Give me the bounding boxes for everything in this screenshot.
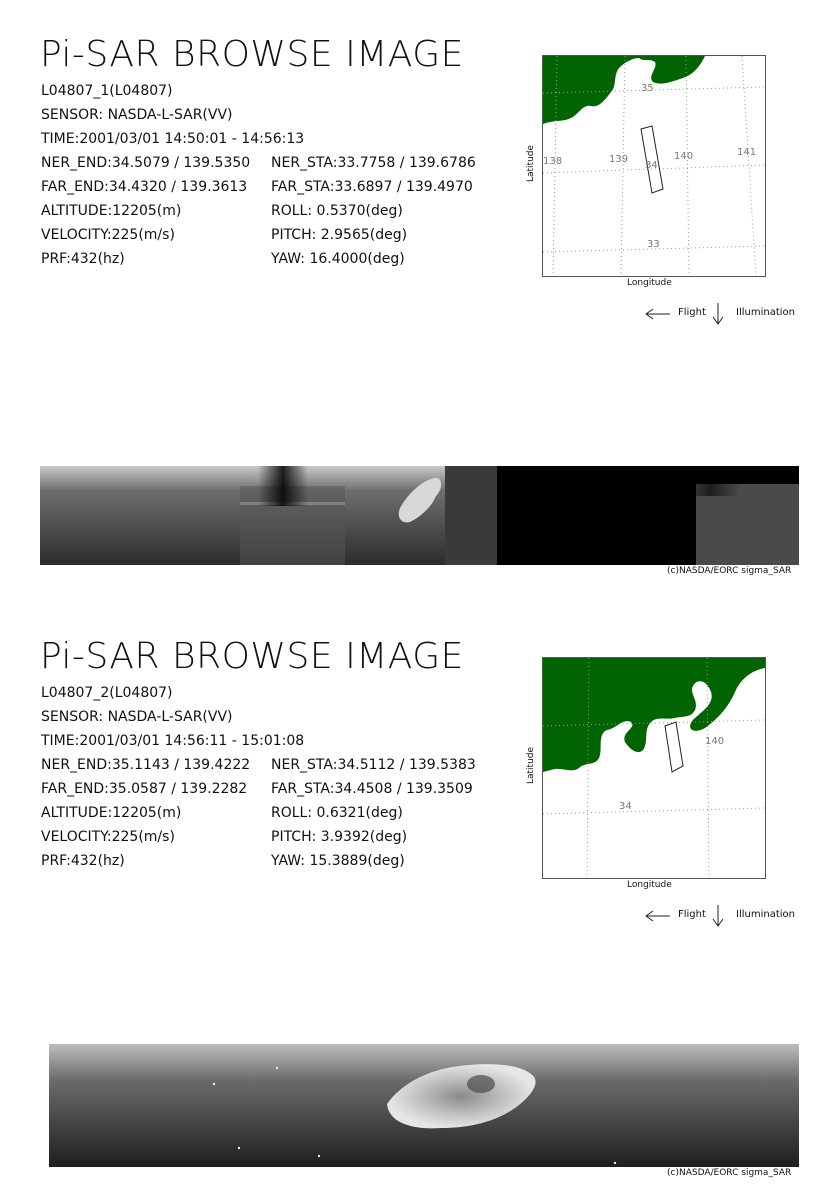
ner-sta-text: NER_STA:33.7758 / 139.6786: [271, 155, 476, 171]
sensor-text: SENSOR: NASDA-L-SAR(VV): [41, 709, 233, 725]
ner-sta-text: NER_STA:34.5112 / 139.5383: [271, 757, 476, 773]
sensor-text: SENSOR: NASDA-L-SAR(VV): [41, 107, 233, 123]
sar-strip-image: [40, 466, 799, 565]
location-map: [542, 55, 766, 277]
ner-end-text: NER_END:34.5079 / 139.5350: [41, 155, 251, 171]
pitch-text: PITCH: 3.9392(deg): [271, 829, 408, 845]
page-title: Pi-SAR BROWSE IMAGE: [40, 636, 464, 677]
map-tick-label: 141: [737, 147, 757, 158]
map-longitude-label: Longitude: [627, 880, 672, 890]
scene-id: L04807_1(L04807): [41, 83, 173, 99]
flight-arrow-icon: [644, 306, 672, 320]
location-map-graphic: [543, 658, 765, 878]
flight-arrow-icon: [644, 908, 672, 922]
map-tick-label: 34: [619, 801, 632, 812]
yaw-text: YAW: 16.4000(deg): [271, 251, 405, 267]
land-area: [543, 658, 765, 772]
map-tick-label: 140: [705, 736, 725, 747]
scene-id: L04807_2(L04807): [41, 685, 173, 701]
illumination-label: Illumination: [736, 909, 795, 920]
map-latitude-label: Latitude: [526, 746, 536, 784]
map-tick-label: 139: [609, 154, 629, 165]
ner-end-text: NER_END:35.1143 / 139.4222: [41, 757, 251, 773]
copyright-credit: (c)NASDA/EORC sigma_SAR: [667, 1168, 792, 1178]
map-tick-label: 140: [674, 151, 694, 162]
sar-strip-image: [49, 1044, 799, 1167]
velocity-text: VELOCITY:225(m/s): [41, 227, 175, 243]
location-map: [542, 657, 766, 879]
prf-text: PRF:432(hz): [41, 251, 125, 267]
altitude-text: ALTITUDE:12205(m): [41, 203, 182, 219]
flight-label: Flight: [678, 307, 706, 318]
illumination-label: Illumination: [736, 307, 795, 318]
illumination-arrow-icon: [711, 904, 725, 928]
far-end-text: FAR_END:35.0587 / 139.2282: [41, 781, 248, 797]
pitch-text: PITCH: 2.9565(deg): [271, 227, 408, 243]
time-text: TIME:2001/03/01 14:56:11 - 15:01:08: [41, 733, 305, 749]
sar-strip-graphic: [40, 466, 799, 565]
copyright-credit: (c)NASDA/EORC sigma_SAR: [667, 566, 792, 576]
map-longitude-label: Longitude: [627, 278, 672, 288]
page-title: Pi-SAR BROWSE IMAGE: [40, 34, 464, 75]
map-tick-label: 34: [645, 160, 658, 171]
time-text: TIME:2001/03/01 14:50:01 - 14:56:13: [41, 131, 305, 147]
far-sta-text: FAR_STA:33.6897 / 139.4970: [271, 179, 473, 195]
land-area: [543, 56, 705, 124]
sar-strip-graphic: [49, 1044, 799, 1167]
roll-text: ROLL: 0.6321(deg): [271, 805, 403, 821]
flight-label: Flight: [678, 909, 706, 920]
map-tick-label: 35: [641, 83, 654, 94]
map-tick-label: 33: [647, 239, 660, 250]
roll-text: ROLL: 0.5370(deg): [271, 203, 403, 219]
location-map-graphic: [543, 56, 765, 276]
illumination-arrow-icon: [711, 302, 725, 326]
altitude-text: ALTITUDE:12205(m): [41, 805, 182, 821]
map-tick-label: 138: [543, 156, 563, 167]
prf-text: PRF:432(hz): [41, 853, 125, 869]
far-sta-text: FAR_STA:34.4508 / 139.3509: [271, 781, 473, 797]
scene-footprint: [665, 722, 683, 772]
far-end-text: FAR_END:34.4320 / 139.3613: [41, 179, 248, 195]
velocity-text: VELOCITY:225(m/s): [41, 829, 175, 845]
yaw-text: YAW: 15.3889(deg): [271, 853, 405, 869]
map-latitude-label: Latitude: [526, 144, 536, 182]
